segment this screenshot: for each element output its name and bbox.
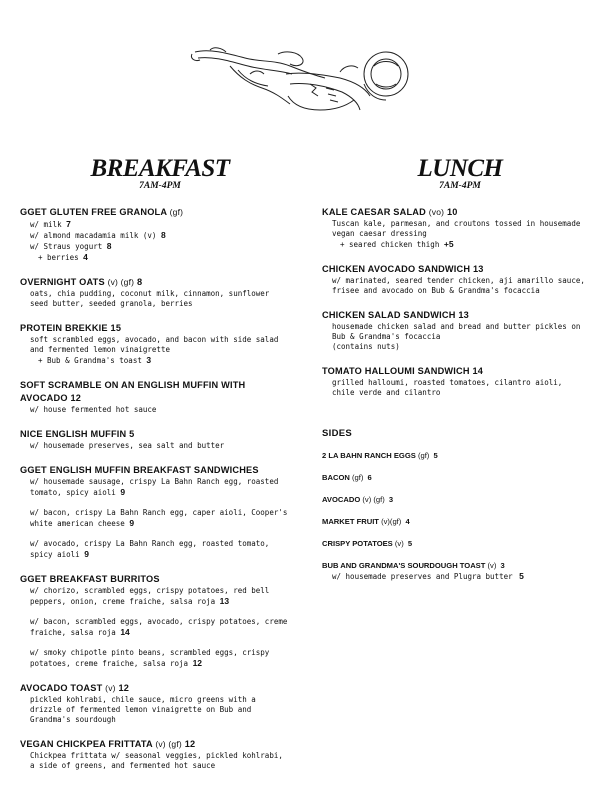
item-price: 13 — [458, 310, 469, 320]
menu-item — [20, 738, 288, 771]
item-title: SOFT SCRAMBLE ON AN ENGLISH MUFFIN WITH AVOCADO — [20, 380, 246, 403]
description-text: pickled kohlrabi, chile sauce, micro greens with a drizzle of fermented lemon vinaigrette on Bub and Grandma's sourdough — [30, 695, 256, 724]
description-text: soft scrambled eggs, avocado, and bacon with side salad and fermented lemon vinaigrette — [30, 335, 279, 354]
diet-tag: (gf) — [417, 451, 430, 460]
item-name — [322, 365, 588, 378]
description-text: w/ bacon, scrambled eggs, avocado, crispy potatoes, creme fraiche, salsa roja — [30, 617, 288, 637]
breakfast-title: BREAKFAST — [90, 155, 230, 182]
description-text: housemade chicken salad and bread and butter pickles on Bub & Grandma's focaccia — [332, 322, 581, 341]
item-name — [20, 276, 288, 289]
lunch-menu — [322, 206, 588, 411]
item-name — [20, 206, 288, 219]
menu-item — [20, 573, 288, 669]
side-name: BUB AND GRANDMA'S SOURDOUGH TOAST — [322, 561, 486, 570]
item-price: 14 — [472, 366, 484, 376]
side-name: MARKET FRUIT — [322, 517, 379, 526]
menu-item — [322, 263, 588, 296]
item-name — [322, 263, 588, 276]
item-description — [20, 695, 288, 725]
item-description — [20, 252, 288, 263]
side-name: AVOCADO — [322, 495, 361, 504]
item-description — [20, 230, 288, 241]
item-name — [20, 738, 288, 751]
diet-tag: (v) — [487, 561, 497, 570]
menu-item — [20, 322, 288, 366]
item-name — [20, 464, 288, 477]
item-description — [322, 342, 588, 352]
item-title: KALE CAESAR SALAD — [322, 207, 426, 217]
side-price: 6 — [367, 473, 372, 482]
menu-item — [20, 206, 288, 263]
option-price: 8 — [160, 230, 166, 240]
item-description — [20, 477, 288, 498]
diet-tag: (v) (gf) — [362, 495, 385, 504]
item-description — [20, 617, 288, 638]
diet-tag: (gf) — [351, 473, 364, 482]
item-title: VEGAN CHICKPEA FRITTATA — [20, 739, 153, 749]
item-title: CHICKEN AVOCADO SANDWICH — [322, 264, 471, 274]
diet-tag: (v) (gf) — [155, 739, 182, 749]
diet-tag: (v) (gf) — [107, 277, 135, 287]
breakfast-hours: 7AM-4PM — [139, 181, 181, 191]
item-description — [322, 378, 588, 398]
item-description — [20, 508, 288, 529]
description-text: w/ almond macadamia milk (v) — [30, 231, 157, 240]
item-description — [20, 751, 288, 771]
option-price: 9 — [84, 549, 89, 559]
description-text: w/ smoky chipotle pinto beans, scrambled eggs, crispy potatoes, creme fraiche, salsa roja — [30, 648, 270, 668]
diet-tag: (v) — [394, 539, 404, 548]
item-price: 10 — [446, 207, 458, 217]
item-name — [20, 322, 288, 335]
description-text: w/ house fermented hot sauce — [30, 405, 157, 414]
item-description — [322, 219, 588, 239]
description-text: grilled halloumi, roasted tomatoes, cilantro aioli, chile verde and cilantro — [332, 378, 563, 397]
item-description — [322, 322, 588, 342]
menu-item — [20, 682, 288, 725]
side-name: BACON — [322, 473, 350, 482]
item-description — [20, 586, 288, 607]
option-price: 13 — [219, 596, 230, 606]
item-price: 15 — [110, 323, 122, 333]
side-price: 3 — [500, 561, 505, 570]
option-price: 8 — [106, 241, 112, 251]
option-price: +5 — [443, 239, 454, 249]
side-item — [322, 473, 588, 483]
item-description — [322, 239, 588, 250]
description-text: Tuscan kale, parmesan, and croutons tossed in housemade vegan caesar dressing — [332, 219, 581, 238]
diet-tag: (v)(gf) — [381, 517, 402, 526]
menu-item — [322, 206, 588, 250]
item-description — [20, 355, 288, 366]
item-price: 12 — [118, 683, 130, 693]
item-description — [20, 219, 288, 230]
menu-item — [322, 309, 588, 352]
item-price: 5 — [129, 429, 135, 439]
menu-item — [20, 428, 288, 451]
side-price: 3 — [388, 495, 394, 504]
sides-menu — [322, 428, 588, 594]
side-description — [322, 571, 588, 582]
side-price: 5 — [433, 451, 438, 460]
item-price: 8 — [136, 277, 143, 287]
item-description — [20, 539, 288, 560]
side-item — [322, 561, 588, 582]
item-title: AVOCADO TOAST — [20, 683, 103, 693]
side-price: 5 — [407, 539, 413, 548]
item-name — [20, 428, 288, 441]
option-price: 3 — [146, 355, 152, 365]
item-title: GGET ENGLISH MUFFIN BREAKFAST SANDWICHES — [20, 465, 259, 475]
item-title: GGET GLUTEN FREE GRANOLA — [20, 207, 167, 217]
menu-item — [322, 365, 588, 398]
description-text: w/ chorizo, scrambled eggs, crispy potatoes, red bell peppers, onion, creme fraiche, salsa roja — [30, 586, 270, 606]
item-title: PROTEIN BREKKIE — [20, 323, 108, 333]
item-title: CHICKEN SALAD SANDWICH — [322, 310, 456, 320]
item-description — [322, 276, 588, 296]
side-price: 4 — [405, 517, 410, 526]
item-price: 12 — [70, 393, 82, 403]
sides-title: SIDES — [322, 428, 353, 439]
item-description — [20, 405, 288, 415]
description-text: oats, chia pudding, coconut milk, cinnamon, sunflower seed butter, seeded granola, berries — [30, 289, 270, 308]
description-text: w/ marinated, seared tender chicken, aji amarillo sauce, frisee and avocado on Bub & Grandma's focaccia — [332, 276, 585, 295]
description-text: (contains nuts) — [332, 342, 400, 351]
item-description — [20, 335, 288, 355]
item-price: 13 — [473, 264, 484, 274]
item-name — [322, 309, 588, 322]
description-text: w/ milk — [30, 220, 62, 229]
astronaut-logo — [190, 44, 420, 116]
side-item — [322, 539, 588, 549]
description-text: w/ housemade sausage, crispy La Bahn Ranch egg, roasted tomato, spicy aioli — [30, 477, 279, 497]
menu-item — [20, 276, 288, 309]
menu-item — [20, 464, 288, 560]
option-price: 9 — [120, 487, 126, 497]
item-name — [20, 573, 288, 586]
lunch-title: LUNCH — [417, 155, 503, 182]
item-price: 12 — [184, 739, 196, 749]
diet-tag: (v) — [105, 683, 116, 693]
description-text: w/ avocado, crispy La Bahn Ranch egg, roasted tomato, spicy aioli — [30, 539, 270, 559]
side-name: 2 LA BAHN RANCH EGGS — [322, 451, 416, 460]
side-name: CRISPY POTATOES — [322, 539, 393, 548]
menu-item — [20, 379, 288, 415]
item-name — [20, 379, 288, 405]
item-title: GGET BREAKFAST BURRITOS — [20, 574, 160, 584]
diet-tag: (gf) — [169, 207, 184, 217]
option-price: 5 — [519, 571, 524, 581]
description-text: + seared chicken thigh — [340, 240, 440, 249]
description-text: + Bub & Grandma's toast — [38, 356, 142, 365]
side-item — [322, 451, 588, 461]
description-text: w/ housemade preserves, sea salt and butter — [30, 441, 225, 450]
item-description — [20, 648, 288, 669]
lunch-hours: 7AM-4PM — [439, 181, 481, 191]
item-name — [322, 206, 588, 219]
item-title: NICE ENGLISH MUFFIN — [20, 429, 127, 439]
side-item — [322, 517, 588, 527]
description-text: Chickpea frittata w/ seasonal veggies, pickled kohlrabi, a side of greens, and fermented hot sauce — [30, 751, 283, 770]
item-title: OVERNIGHT OATS — [20, 277, 105, 287]
option-price: 14 — [120, 627, 130, 637]
item-description — [20, 241, 288, 252]
description-text: w/ Straus yogurt — [30, 242, 103, 251]
description-text: w/ housemade preserves and Plugra butter — [332, 572, 513, 581]
option-price: 9 — [129, 518, 135, 528]
item-description — [20, 441, 288, 451]
option-price: 4 — [83, 252, 88, 262]
breakfast-menu — [20, 206, 288, 784]
description-text: w/ bacon, crispy La Bahn Ranch egg, caper aioli, Cooper's white american cheese — [30, 508, 288, 528]
description-text: + berries — [38, 253, 79, 262]
item-name — [20, 682, 288, 695]
option-price: 12 — [192, 658, 203, 668]
item-title: TOMATO HALLOUMI SANDWICH — [322, 366, 470, 376]
item-description — [20, 289, 288, 309]
option-price: 7 — [66, 219, 71, 229]
diet-tag: (vo) — [428, 207, 445, 217]
side-item — [322, 495, 588, 505]
